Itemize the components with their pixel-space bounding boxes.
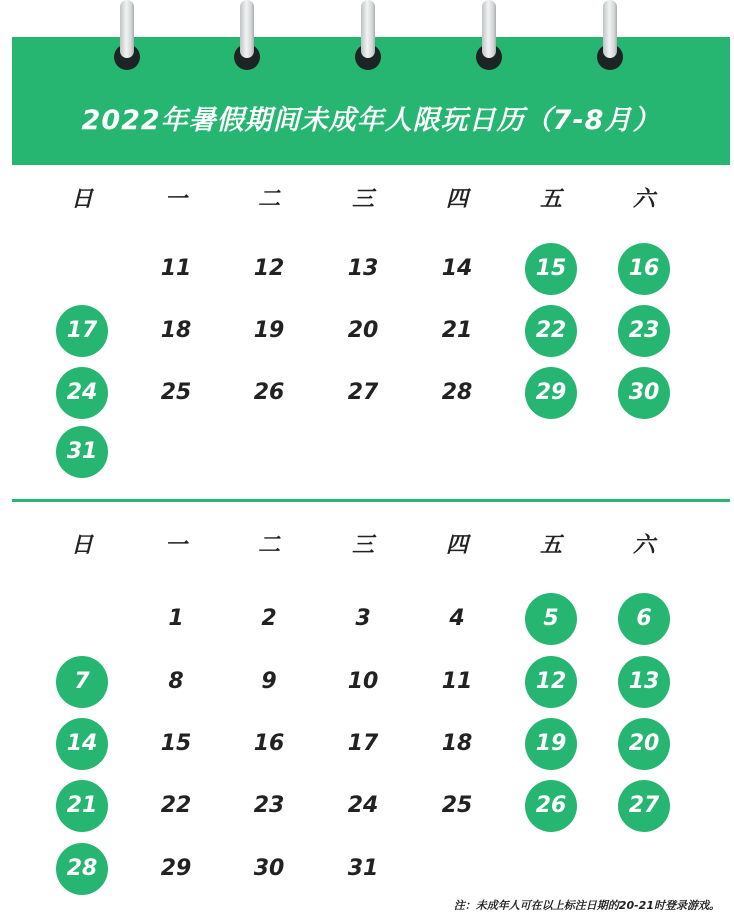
day-cell: 30 [253,856,285,881]
day-cell-highlighted: 17 [56,305,108,357]
day-cell-highlighted: 31 [56,426,108,478]
day-cell: 15 [160,731,192,756]
weekday-label: 三 [351,533,374,558]
day-cell-highlighted: 29 [525,367,577,419]
weekday-label: 四 [445,533,468,558]
day-cell: 11 [441,669,473,694]
day-cell: 25 [160,380,192,405]
weekday-label: 二 [257,533,280,558]
day-cell-highlighted: 7 [56,656,108,708]
day-cell-highlighted: 19 [525,718,577,770]
day-cell: 16 [253,731,285,756]
weekday-label: 六 [632,187,655,212]
day-cell-highlighted: 24 [56,367,108,419]
day-cell-highlighted: 5 [525,593,577,645]
day-cell: 9 [261,669,277,694]
day-cell: 2 [261,606,277,631]
calendar-title: 2022年暑假期间未成年人限玩日历（7-8月） [81,105,661,136]
day-cell-highlighted: 21 [56,780,108,832]
day-cell: 14 [441,256,473,281]
day-cell: 29 [160,856,192,881]
day-cell: 17 [347,731,379,756]
day-cell: 22 [160,793,192,818]
day-cell-highlighted: 23 [618,305,670,357]
day-cell: 13 [347,256,379,281]
day-cell-highlighted: 12 [525,656,577,708]
day-cell: 21 [441,318,473,343]
day-cell-highlighted: 28 [56,843,108,895]
day-cell-highlighted: 13 [618,656,670,708]
day-cell: 25 [441,793,473,818]
day-cell-highlighted: 15 [525,243,577,295]
binder-ring [233,0,261,80]
weekday-label: 四 [445,187,468,212]
day-cell-highlighted: 16 [618,243,670,295]
day-cell: 18 [441,731,473,756]
binder-ring [596,0,624,80]
weekday-label: 日 [70,533,93,558]
weekday-label: 六 [632,533,655,558]
day-cell-highlighted: 27 [618,780,670,832]
day-cell: 4 [449,606,465,631]
day-cell: 23 [253,793,285,818]
day-cell: 12 [253,256,285,281]
weekday-label: 一 [164,187,187,212]
day-cell: 28 [441,380,473,405]
binder-ring [354,0,382,80]
day-cell: 20 [347,318,379,343]
day-cell-highlighted: 6 [618,593,670,645]
weekday-label: 五 [539,533,562,558]
day-cell-highlighted: 30 [618,367,670,419]
day-cell-highlighted: 26 [525,780,577,832]
day-cell: 26 [253,380,285,405]
weekday-label: 二 [257,187,280,212]
day-cell: 24 [347,793,379,818]
day-cell: 1 [168,606,184,631]
weekday-label: 五 [539,187,562,212]
footnote: 注：未成年人可在以上标注日期的20-21时登录游戏。 [453,899,720,912]
weekday-label: 三 [351,187,374,212]
day-cell: 3 [355,606,371,631]
day-cell: 18 [160,318,192,343]
weekday-label: 日 [70,187,93,212]
day-cell: 8 [168,669,184,694]
day-cell-highlighted: 20 [618,718,670,770]
day-cell-highlighted: 22 [525,305,577,357]
day-cell-highlighted: 14 [56,718,108,770]
binder-ring [113,0,141,80]
day-cell: 27 [347,380,379,405]
weekday-label: 一 [164,533,187,558]
day-cell: 11 [160,256,192,281]
day-cell: 10 [347,669,379,694]
day-cell: 19 [253,318,285,343]
binder-ring [475,0,503,80]
month-divider [12,499,730,502]
day-cell: 31 [347,856,379,881]
